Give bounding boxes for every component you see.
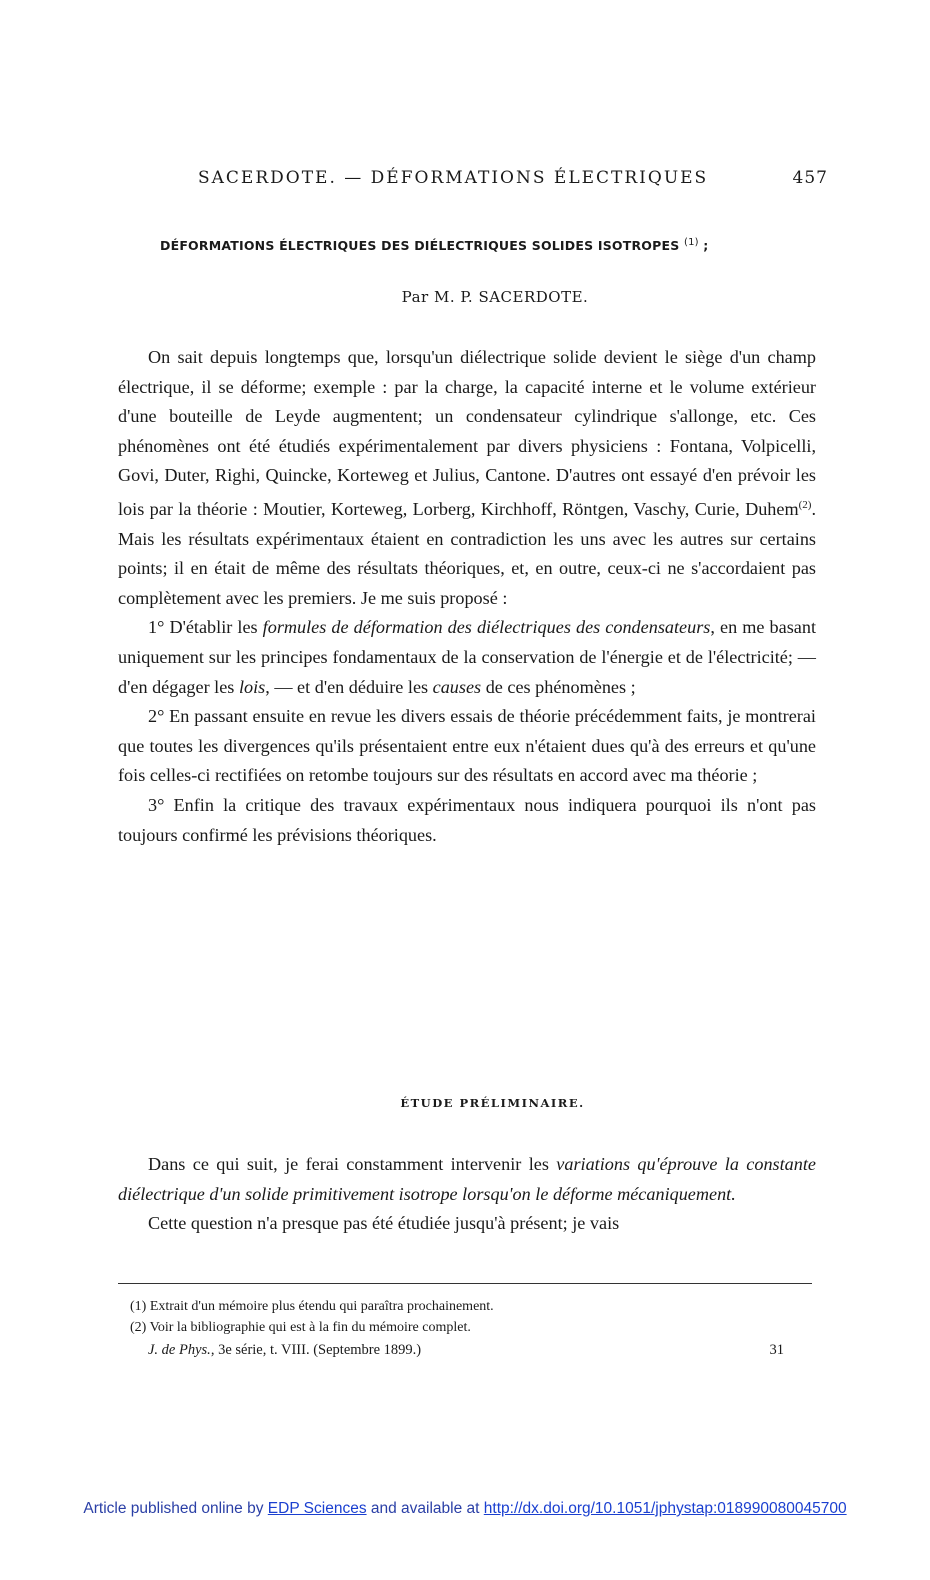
footnote-2: (2) Voir la bibliographie qui est à la fin du mémoire complet.	[130, 1320, 471, 1335]
p1-text-c: , — et d'en déduire les	[265, 676, 433, 697]
footnote-rule	[118, 1283, 812, 1284]
publisher-middle: and available at	[366, 1500, 484, 1517]
p1-italic-2: lois	[238, 676, 266, 697]
footnote-ref-1[interactable]: (1)	[683, 237, 699, 248]
paragraph-5: Cette question n'a presque pas été étudiée jusqu'à présent; je vais	[148, 1213, 620, 1234]
p1-italic-1: formules de déformation des diélectriques des condensateurs	[262, 617, 711, 638]
running-head	[118, 168, 828, 192]
article-author	[0, 288, 930, 306]
paragraph-point-3: 3° Enfin la critique des travaux expérimentaux nous indiquera pourquoi ils n'ont pas toujours confirmé les prévisions théoriques.	[118, 794, 816, 845]
article-title	[160, 237, 820, 253]
doi-link[interactable]: http://dx.doi.org/10.1051/jphystap:018990080045700	[483, 1500, 847, 1517]
p1-text-d: de ces phénomènes ;	[481, 676, 636, 697]
section-heading-text: ÉTUDE PRÉLIMINAIRE.	[400, 1096, 585, 1110]
p4-italic: variations qu'éprouve la constante diélectrique d'un solide primitivement isotrope lorsqu'on le déforme mécaniquement.	[118, 1154, 816, 1204]
p1-text-b: , en me basant uniquement sur les principes fondamentaux de la conservation de l'énergie et de l'électricité; — d'en dégager les	[118, 617, 817, 697]
section-heading	[0, 1096, 930, 1110]
journal-details: , 3e série, t. VIII. (Septembre 1899.)	[210, 1342, 422, 1358]
paragraph-point-1	[118, 613, 816, 702]
author-text: Par M. P. SACERDOTE.	[401, 288, 589, 306]
journal-abbrev: J. de Phys.	[148, 1342, 211, 1358]
publisher-link[interactable]: EDP Sciences	[267, 1500, 367, 1517]
journal-citation-line	[148, 1342, 784, 1364]
publisher-prefix: Article published online by	[83, 1500, 268, 1517]
body-text	[118, 343, 816, 850]
publisher-footer	[0, 1500, 930, 1518]
p1-text-a: 1° D'établir les	[148, 617, 263, 638]
article-title-text: DÉFORMATIONS ÉLECTRIQUES DES DIÉLECTRIQUES SOLIDES ISOTROPES	[160, 238, 680, 254]
paragraph-point-2: 2° En passant ensuite en revue les divers essais de théorie précédemment faits, je montrerai que toutes les divergences qu'ils présentaient entre eux n'étaient dues qu'à des erreurs et qu'une fois celles-ci rectifiées on retombe toujours sur des résultats en accord avec ma théorie ;	[118, 706, 816, 786]
page-number: 457	[792, 168, 828, 188]
footnotes	[130, 1296, 810, 1338]
intro-text: On sait depuis longtemps que, lorsqu'un diélectrique solide devient le siège d'un champ électrique, il se déforme; exemple : par la charge, la capacité interne et le volume extérieur d'une bouteille de Leyde augmentent; un condensateur cylindrique s'allonge, etc. Ces phénomènes ont été étudiés expérimentalement par divers physiciens : Fontana, Volpicelli, Govi, Duter, Righi, Quincke, Korteweg et Julius, Cantone. D'autres ont essayé d'en prévoir les lois par la théorie : Moutier, Korteweg, Lorberg, Kirchhoff, Röntgen, Vaschy, Curie, Duhem	[118, 347, 816, 520]
p4-text: Dans ce qui suit, je ferai constamment intervenir les	[148, 1154, 557, 1174]
footnote-1: (1) Extrait d'un mémoire plus étendu qui paraîtra prochainement.	[130, 1299, 494, 1314]
journal-citation	[148, 1342, 421, 1359]
body-text-2	[118, 1150, 816, 1239]
running-head-title: SACERDOTE. — DÉFORMATIONS ÉLECTRIQUES	[198, 168, 709, 188]
p1-italic-3: causes	[432, 676, 482, 697]
article-title-suffix: ;	[698, 238, 709, 254]
signature-mark: 31	[769, 1342, 784, 1358]
footnote-ref-2[interactable]: (2)	[798, 498, 812, 511]
intro-end-text: . Mais les résultats expérimentaux étaient en contradiction les uns avec les autres sur certains points; il en était de même des résultats théoriques, et, en outre, ceux-ci ne s'accordaient pas complètement avec les premiers. Je me suis proposé :	[118, 499, 816, 608]
paragraph-intro	[118, 343, 816, 613]
paragraph-4	[118, 1150, 816, 1209]
